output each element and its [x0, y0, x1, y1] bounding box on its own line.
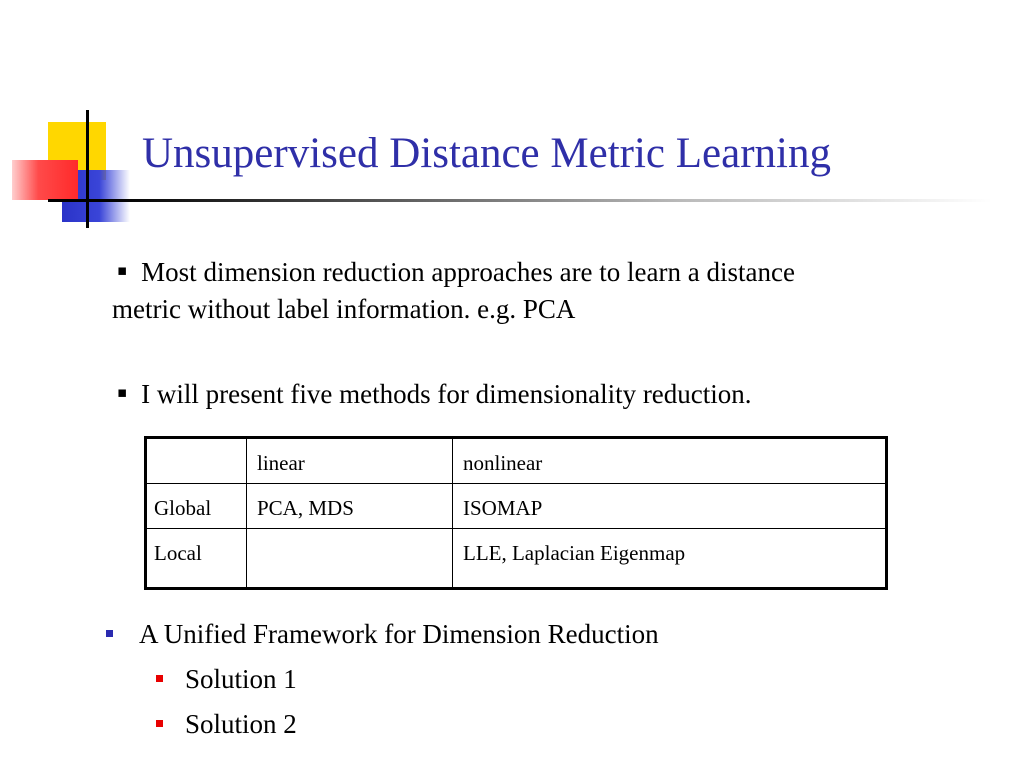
table-row — [146, 484, 887, 529]
blue-square-bullet-icon — [106, 630, 113, 637]
red-square-bullet-icon — [156, 720, 163, 727]
red-block — [12, 160, 78, 200]
square-bullet-icon: ▪ — [117, 383, 128, 401]
list-item — [106, 616, 659, 652]
table-header-cell: nonlinear — [453, 438, 887, 484]
list-subitem-label: Solution 2 — [185, 709, 297, 739]
methods-table — [144, 436, 888, 590]
red-square-bullet-icon — [156, 675, 163, 682]
table-cell: ISOMAP — [453, 484, 887, 529]
list-subitem-label: Solution 1 — [185, 664, 297, 694]
table-header-row — [146, 438, 887, 484]
table-cell: PCA, MDS — [247, 484, 453, 529]
color-blocks-logo-icon — [0, 0, 140, 240]
table-cell: Local — [146, 529, 247, 589]
bullet-paragraph-2 — [112, 374, 992, 413]
slide-title: Unsupervised Distance Metric Learning — [142, 130, 831, 177]
table-cell: Global — [146, 484, 247, 529]
list-subitem — [156, 661, 297, 697]
logo-vertical-line — [86, 110, 89, 228]
list-item-label: A Unified Framework for Dimension Reduction — [139, 619, 659, 649]
table-cell — [247, 529, 453, 589]
table-cell: LLE, Laplacian Eigenmap — [453, 529, 887, 589]
table-row — [146, 529, 887, 589]
list-subitem — [156, 706, 297, 742]
bullet-2-line-1: I will present five methods for dimensionality reduction. — [141, 379, 752, 409]
bullet-1-line-2: metric without label information. e.g. PCA — [112, 294, 576, 324]
table-header-cell: linear — [247, 438, 453, 484]
square-bullet-icon: ▪ — [117, 261, 128, 279]
bullet-1-line-1: Most dimension reduction approaches are to learn a distance — [141, 257, 795, 287]
table-header-cell — [146, 438, 247, 484]
bullet-paragraph-1 — [112, 252, 992, 328]
title-underline — [112, 199, 992, 202]
